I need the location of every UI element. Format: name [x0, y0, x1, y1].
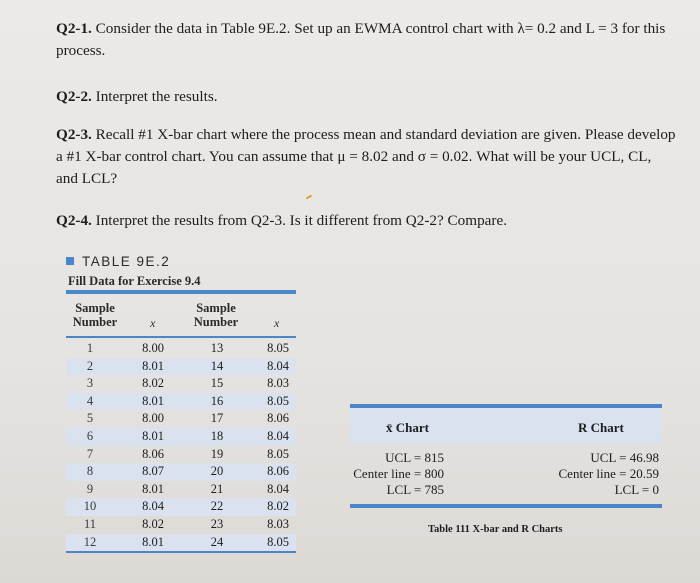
- col-header-x-1: x: [150, 316, 156, 330]
- col-header-sample-2: Sample Number: [193, 301, 239, 329]
- table-cell: 8.05: [267, 341, 289, 355]
- table-cell: 20: [210, 464, 224, 479]
- question-label: Q2-4.: [56, 212, 92, 229]
- table-cell: 22: [210, 499, 224, 514]
- question-label: Q2-2.: [56, 88, 92, 105]
- r-ucl: UCL = 46.98: [590, 450, 659, 465]
- table-cell: 8.00: [142, 341, 164, 355]
- table-rule-bottom: [66, 551, 296, 553]
- table-cell: 8.07: [142, 464, 164, 479]
- table-cell: 1: [86, 341, 94, 355]
- question-label: Q2-3.: [56, 126, 92, 143]
- table-row: [66, 463, 296, 481]
- pen-mark: [306, 195, 312, 200]
- r-chart-header: R Chart: [578, 420, 624, 435]
- xbar-lcl: LCL = 785: [386, 482, 444, 497]
- table-cell: 18: [210, 428, 224, 443]
- table-row: [66, 534, 296, 552]
- question-q2-4: [56, 210, 507, 232]
- r-center: Center line = 20.59: [558, 466, 659, 481]
- table-cell: 21: [210, 481, 224, 496]
- control-chart-table: [350, 404, 662, 508]
- table-row: [66, 375, 296, 393]
- table-cell: 10: [83, 499, 97, 514]
- question-text: Consider the data in Table 9E.2. Set up an EWMA control chart with λ= 0.2 and L = 3 for this process.: [56, 20, 666, 59]
- table-cell: 8.01: [142, 358, 164, 373]
- table-rule-top: [66, 290, 296, 294]
- chart-table-rule-bottom: [350, 504, 662, 508]
- table-cell: 8.01: [142, 534, 164, 549]
- chart-table-header: [350, 408, 662, 444]
- question-text: Interpret the results.: [91, 88, 218, 105]
- table-row: [66, 516, 296, 534]
- table-cell: 12: [83, 534, 97, 549]
- xbar-center: Center line = 800: [353, 466, 444, 481]
- table-rule-mid: [66, 336, 296, 338]
- r-lcl: LCL = 0: [614, 482, 659, 497]
- table-cell: 8: [86, 464, 94, 479]
- table-row: [66, 481, 296, 499]
- table-cell: 8.02: [142, 376, 164, 391]
- table-cell: 23: [210, 516, 224, 531]
- table-row: [66, 446, 296, 464]
- chart-table-body: [350, 444, 662, 504]
- table-cell: 13: [210, 341, 224, 355]
- table-row: [66, 340, 296, 358]
- question-q2-1: [56, 18, 686, 62]
- table-row: [66, 393, 296, 411]
- table-cell: 8.04: [267, 358, 289, 373]
- table-cell: 8.01: [142, 393, 164, 408]
- question-q2-2: [56, 86, 218, 108]
- table-cell: 8.05: [267, 446, 289, 461]
- table-cell: 8.03: [267, 376, 289, 391]
- table-cell: 8.04: [142, 499, 164, 514]
- table-cell: 15: [210, 376, 224, 391]
- table-cell: 8.01: [142, 481, 164, 496]
- table-cell: 8.00: [142, 411, 164, 426]
- table-cell: 3: [86, 376, 94, 391]
- table-cell: 11: [83, 516, 97, 531]
- table-title-text: TABLE 9E.2: [82, 254, 171, 269]
- table-cell: 8.06: [267, 411, 289, 426]
- table-cell: 2: [86, 358, 94, 373]
- table-cell: 8.04: [267, 481, 289, 496]
- table-cell: 7: [86, 446, 94, 461]
- question-label: Q2-1.: [56, 20, 92, 37]
- table-cell: 24: [210, 534, 224, 549]
- table-cell: 19: [210, 446, 224, 461]
- table-cell: 8.06: [267, 464, 289, 479]
- table-cell: 17: [210, 411, 224, 426]
- table-cell: 9: [86, 481, 94, 496]
- table-row: [66, 498, 296, 516]
- table-row: [66, 358, 296, 376]
- col-header-x-2: x: [274, 316, 280, 330]
- table-cell: 5: [86, 411, 94, 426]
- table-cell: 8.05: [267, 534, 289, 549]
- table-cell: 8.04: [267, 428, 289, 443]
- square-bullet-icon: [66, 257, 74, 265]
- table-title: [66, 254, 170, 269]
- table-cell: 8.03: [267, 516, 289, 531]
- table-cell: 8.05: [267, 393, 289, 408]
- table-cell: 8.02: [142, 516, 164, 531]
- chart-table-caption: Table 111 X-bar and R Charts: [428, 524, 563, 535]
- question-text: Recall #1 X-bar chart where the process mean and standard deviation are given. Please develop a #1 X-bar control chart. You can assume that μ = 8.02 and σ = 0.02. What will be your UCL, CL, and LCL?: [56, 126, 676, 187]
- table-row: [66, 410, 296, 428]
- xbar-chart-header: x̄ Chart: [386, 420, 429, 435]
- table-cell: 8.06: [142, 446, 164, 461]
- table-body: [66, 340, 296, 551]
- table-cell: 8.01: [142, 428, 164, 443]
- table-cell: 6: [86, 428, 94, 443]
- question-text: Interpret the results from Q2-3. Is it different from Q2-2? Compare.: [91, 212, 508, 229]
- table-cell: 4: [86, 393, 94, 408]
- xbar-ucl: UCL = 815: [385, 450, 444, 465]
- table-subtitle: Fill Data for Exercise 9.4: [68, 274, 201, 288]
- table-cell: 14: [210, 358, 224, 373]
- table-cell: 16: [210, 393, 224, 408]
- col-header-sample-1: Sample Number: [72, 301, 118, 329]
- table-row: [66, 428, 296, 446]
- question-q2-3: [56, 124, 676, 190]
- table-cell: 8.02: [267, 499, 289, 514]
